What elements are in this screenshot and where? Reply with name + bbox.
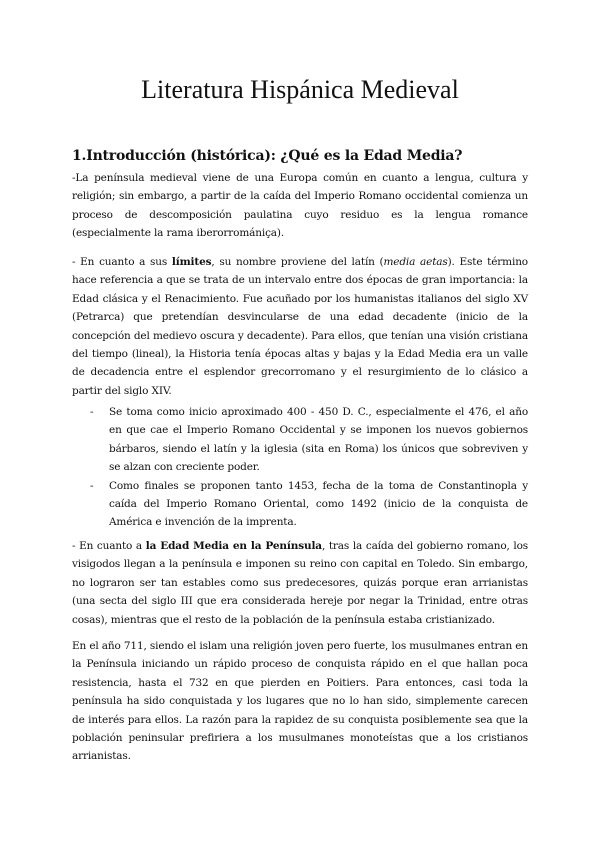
paragraph-limits (72, 253, 528, 400)
paragraph-peninsula (72, 537, 528, 629)
document-title: Literatura Hispánica Medieval (141, 75, 459, 104)
paragraph-intro: -La península medieval viene de una Europa común en cuanto a lengua, cultura y religión; sin embargo, a partir de la caída del Imperio Romano occidental comienza un proceso de descomposición paulatina cuyo residuo es la lengua romance (especialmente la rama iberorromániça). (72, 172, 528, 240)
list-item-text: Como finales se proponen tanto 1453, fecha de la toma de Constantinopla y caída del Imperio Romano Oriental, como 1492 (inicio de la conquista de América e invención de la imprenta. (109, 479, 528, 529)
paragraph-peninsula-prefix: - En cuanto a (72, 540, 146, 552)
bullet-marker: - (90, 479, 94, 492)
paragraph-islam: En el año 711, siendo el islam una religión joven pero fuerte, los musulmanes entran en la Península iniciando un rápido proceso de conquista rápido en el que hallan poca resistencia, hasta el 732 en que pierden en Poitiers. Para entonces, casi toda la península ha sido conquistada y los lugares que no lo han sido, simplemente carecen de interés para ellos. La razón para la rapidez de su conquista posiblemente sea que la población peninsular prefiriera a los musulmanes monoteístas que a los cristianos arrianistas. (72, 640, 528, 763)
paragraph-peninsula-suffix: , tras la caída del gobierno romano, los visigodos llegan a la península e imponen su reino con capital en Toledo. Sin embargo, no lograron ser tan estables como sus predecesores, quizás porque eran arrianistas (una secta del siglo III que era considerada hereje por negar la Trinidad, entre otras cosas), mientras que el resto de la población de la península estaba cristianizado. (72, 540, 528, 626)
paragraph-limits-italic: media aetas (383, 256, 448, 268)
paragraph-peninsula-bold: la Edad Media en la Península (145, 540, 322, 552)
bullet-marker: - (90, 406, 94, 418)
paragraph-limits-suffix: ). Este término hace referencia a que se trata de un intervalo entre dos épocas de gran importancia: la Edad clásica y el Renacimiento. Fue acuñado por los humanistas italianos del siglo XV (Petrarca) que pretendían desvincularse de una edad decadente (inicio de la concepción del medievo oscura y decadente). Para ellos, que tenían una visión cristiana del tiempo (lineal), la Historia tenía épocas altas y bajas y la Edad Media era un valle de decadencia entre el esplendor grecorromano y el resurgimiento de lo clásico a partir del siglo XIV. (72, 256, 528, 397)
list-item-text: Se toma como inicio aproximado 400 - 450 D. C., especialmente el 476, el año en que cae el Imperio Romano Occidental y se imponen los nuevos gobiernos bárbaros, siendo el latín y la iglesia (sita en Roma) los únicos que sobreviven y se alzan con creciente poder. (109, 406, 528, 474)
paragraph-limits-middle: , su nombre proviene del latín ( (211, 256, 384, 268)
list-item (72, 477, 528, 532)
section-heading: 1.Introducción (histórica): ¿Qué es la Edad Media? (72, 148, 463, 164)
paragraph-limits-prefix: - En cuanto a sus (72, 256, 172, 268)
bullet-list (72, 403, 528, 532)
paragraph-limits-bold: límites (171, 256, 212, 268)
list-item (72, 403, 528, 477)
